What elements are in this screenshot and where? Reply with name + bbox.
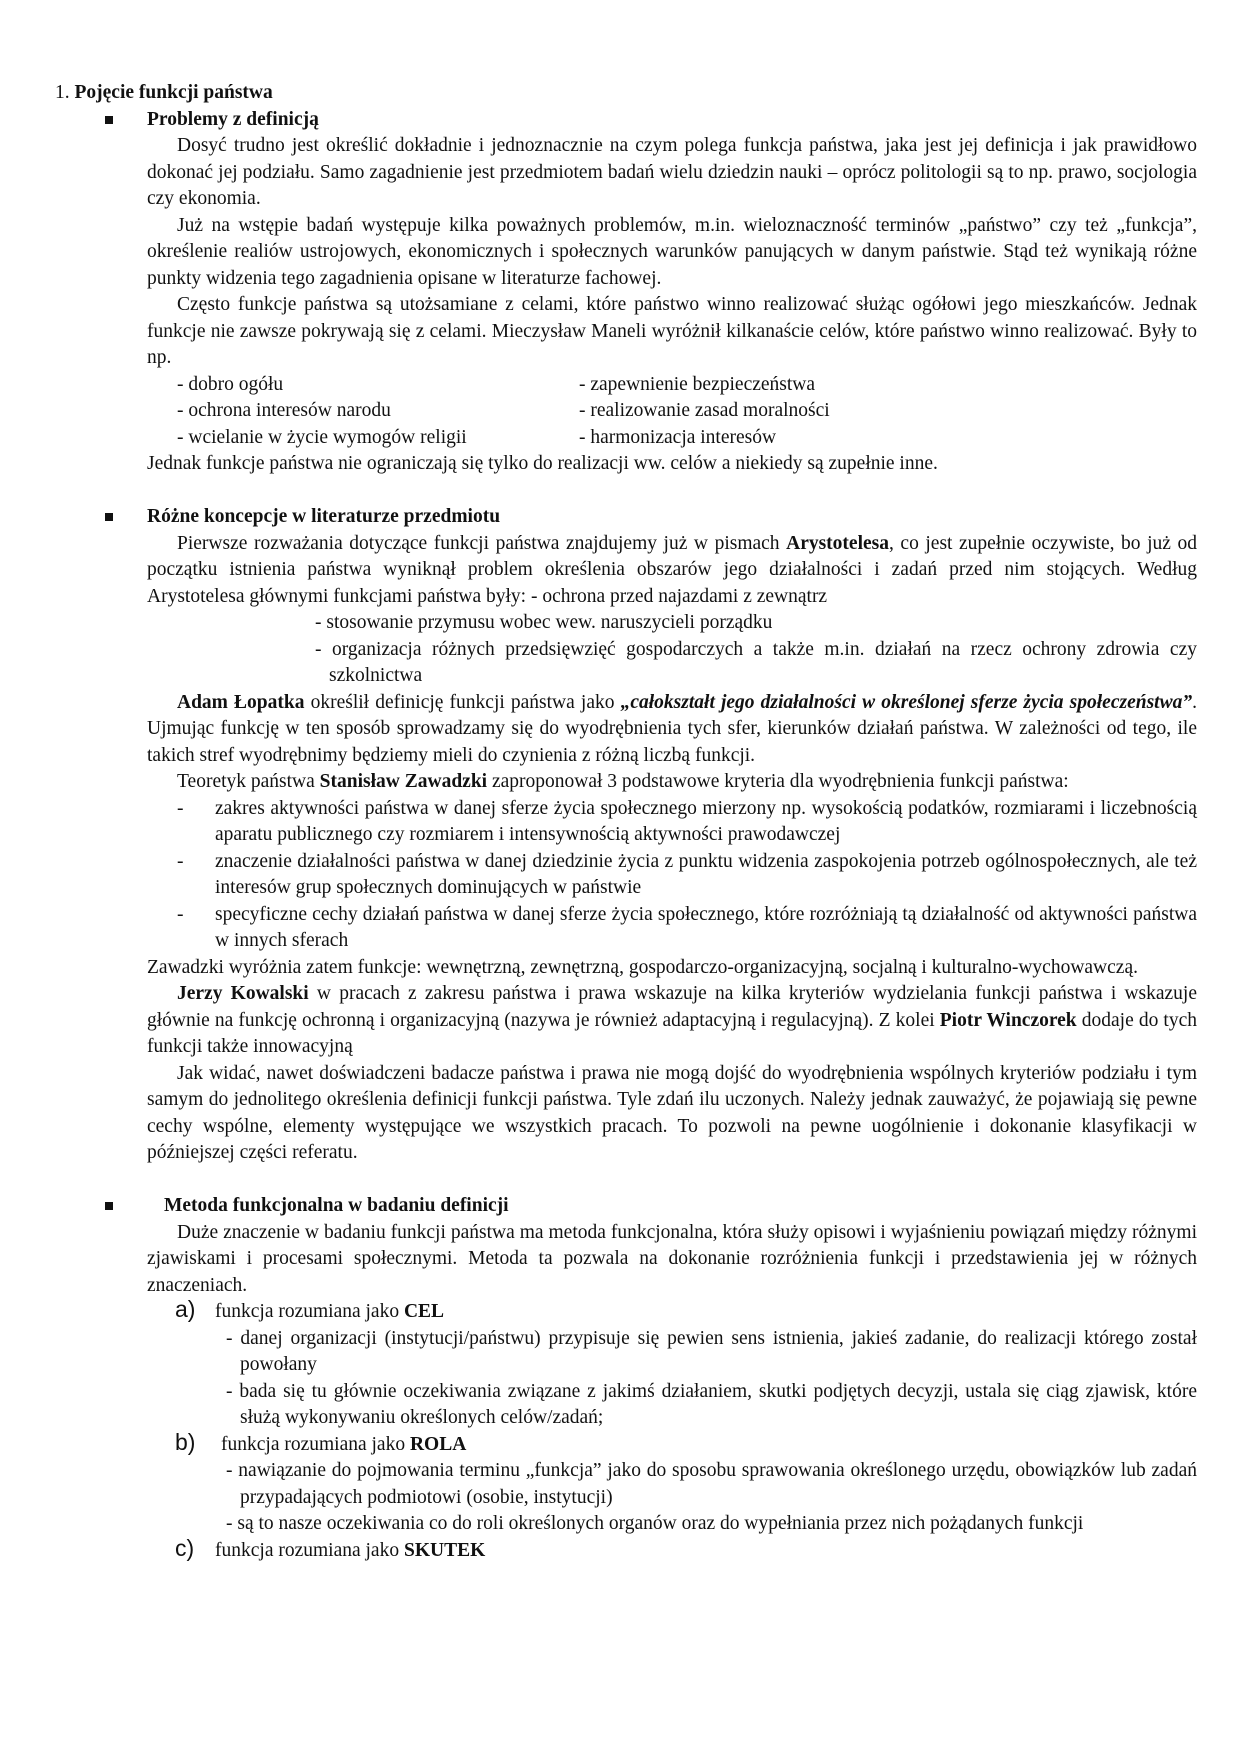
meaning-b-list (147, 1458, 1197, 1538)
paragraph: Już na wstępie badań występuje kilka poważnych problemów, m.in. wieloznaczność terminów „państwo” czy też „funkcja”, określenie realiów ustrojowych, ekonomicznych i społecznych warunków panujących w danym państwie. Stąd też wynikają różne punkty widzenia tego zagadnienia opisane w literaturze fachowej. (147, 214, 1197, 289)
paragraph: Jednak funkcje państwa nie ograniczają się tylko do realizacji ww. celów a niekiedy są zupełnie inne. (147, 453, 938, 474)
list-item: - bada się tu głównie oczekiwania związane z jakimś działaniem, skutki podjętych decyzji, ustala się ciąg zjawisk, które służą wykonywaniu określonych celów/zadań; (226, 1380, 1197, 1428)
section-title: Pojęcie funkcji państwa (74, 82, 273, 103)
paragraph: Adam Łopatka określił definicję funkcji państwa jako „całokształt jego działalności w określonej sferze życia społeczeństwa”. Ujmując funkcję w ten sposób sprowadzamy się do wyodrębnienia tych sfer, kierunków działań państwa. W zależności od tego, ile takich stref wyodrębnimy będziemy mieli do czynienia z różną liczbą funkcji. (147, 691, 1197, 766)
meaning-c: c) funkcja rozumiana jako SKUTEK (175, 1534, 486, 1561)
document-page (55, 80, 1198, 1564)
paragraph: Jerzy Kowalski w pracach z zakresu państwa i prawa wskazuje na kilka kryteriów wydzielania funkcji państwa i wskazuje głównie na funkcję ochronną i organizacyjną (nazywa je również adaptacyjną i regulacyjną). Z kolei Piotr Winczorek dodaje do tych funkcji także innowacyjną (147, 983, 1198, 1057)
subsection-title: Metoda funkcjonalna w badaniu definicji (164, 1195, 509, 1216)
paragraph: Jak widać, nawet doświadczeni badacze państwa i prawa nie mogą dojść do wyodrębnienia wspólnych kryteriów podziału i tym samym do jednolitego określenia definicji funkcji państwa. Tyle zdań ilu uczonych. Należy jednak zauważyć, że pojawiają się pewne cechy wspólne, elementy występujące we wszystkich pracach. To pozwoli na pewne uogólnienie i dokonanie klasyfikacji w późniejszej części referatu. (147, 1062, 1197, 1163)
meaning-a-list (147, 1326, 1197, 1432)
paragraph: Zawadzki wyróżnia zatem funkcje: wewnętrzną, zewnętrzną, gospodarczo-organizacyjną, socjalną i kulturalno-wychowawczą. (147, 956, 1138, 978)
aristotle-functions-list (147, 610, 1197, 690)
subsection-title: Problemy z definicją (147, 108, 319, 130)
bullet-square-icon (105, 1202, 113, 1210)
paragraph: Często funkcje państwa są utożsamiane z celami, które państwo winno realizować służąc ogółowi jego mieszkańców. Jednak funkcje nie zawsze pokrywają się z celami. Mieczysław Maneli wyróżnił kilkanaście celów, które państwo winno realizować. Były to np. (147, 294, 1197, 368)
goals-list (147, 372, 1197, 452)
criteria-list (147, 796, 1197, 955)
section-heading (55, 80, 1197, 107)
goal-item: - realizowanie zasad moralności (579, 400, 830, 421)
list-item: - danej organizacji (instytucji/państwu) przypisuje się pewien sens istnienia, jakieś zadanie, do realizacji którego został powołany (226, 1327, 1197, 1375)
list-item: - organizacja różnych przedsięwzięć gospodarczych a także m.in. działań na rzecz ochrony zdrowia czy szkolnictwa (315, 638, 1197, 686)
subsection-heading-3 (147, 1193, 1197, 1220)
goal-item: - zapewnienie bezpieczeństwa (579, 373, 816, 395)
list-item: - znaczenie działalności państwa w danej dziedzinie życia z punktu widzenia zaspokojenia potrzeb ogólnospołecznych, ale też interesów grup społecznych dominujących w państwie (177, 850, 1197, 898)
meaning-a: a) funkcja rozumiana jako CEL (175, 1296, 445, 1322)
subsection-heading-2 (147, 504, 1197, 531)
subsection-heading-1 (147, 107, 1197, 134)
list-item: - stosowanie przymusu wobec wew. naruszycieli porządku (315, 612, 773, 633)
list-item: - zakres aktywności państwa w danej sferze życia społecznego mierzony np. wysokością podatków, rozmiarami i liczebnością aparatu publicznego czy rozmiarem i intensywnością aktywności prawodawczej (177, 797, 1197, 845)
paragraph: Teoretyk państwa Stanisław Zawadzki zaproponował 3 podstawowe kryteria dla wyodrębnienia funkcji państwa: (177, 771, 1069, 792)
list-item: - specyficzne cechy działań państwa w danej sferze życia społecznego, które rozróżniają tą działalność od aktywności państwa w innych sferach (177, 903, 1197, 951)
subsection-title: Różne koncepcje w literaturze przedmiotu (147, 506, 501, 527)
goal-item: - ochrona interesów narodu (177, 400, 391, 421)
section-number: 1. (55, 82, 70, 103)
list-item: - są to nasze oczekiwania co do roli określonych organów oraz do wypełniania przez nich pożądanych funkcji (226, 1513, 1084, 1534)
paragraph: Duże znaczenie w badaniu funkcji państwa ma metoda funkcjonalna, która służy opisowi i wyjaśnieniu powiązań między różnymi zjawiskami i procesami społecznymi. Metoda ta pozwala na dokonanie rozróżnienia funkcji i przedstawienia jej w różnych znaczeniach. (147, 1221, 1197, 1296)
list-item: - nawiązanie do pojmowania terminu „funkcja” jako do sposobu sprawowania określonego urzędu, obowiązków lub zadań przypadających podmiotowi (osobie, instytucji) (226, 1460, 1197, 1508)
goal-item: - wcielanie w życie wymogów religii (177, 426, 467, 448)
meaning-b: b) funkcja rozumiana jako ROLA (175, 1428, 467, 1455)
bullet-square-icon (105, 116, 113, 124)
goal-item: - dobro ogółu (177, 373, 284, 395)
goal-item: - harmonizacja interesów (579, 426, 777, 448)
paragraph: Pierwsze rozważania dotyczące funkcji państwa znajdujemy już w pismach Arystotelesa, co jest zupełnie oczywiste, bo już od początku istnienia państwa wyniknął problem określenia obszarów jego działalności i zadań przed nim stojących. Według Arystotelesa głównymi funkcjami państwa były: - ochrona przed najazdami z zewnątrz (147, 532, 1197, 607)
bullet-square-icon (105, 513, 113, 521)
paragraph: Dosyć trudno jest określić dokładnie i jednoznacznie na czym polega funkcja państwa, jaka jest jej definicja i jak prawidłowo dokonać jej podziału. Samo zagadnienie jest przedmiotem badań wielu dziedzin nauki – oprócz politologii są to np. prawo, socjologia czy ekonomia. (147, 135, 1197, 209)
